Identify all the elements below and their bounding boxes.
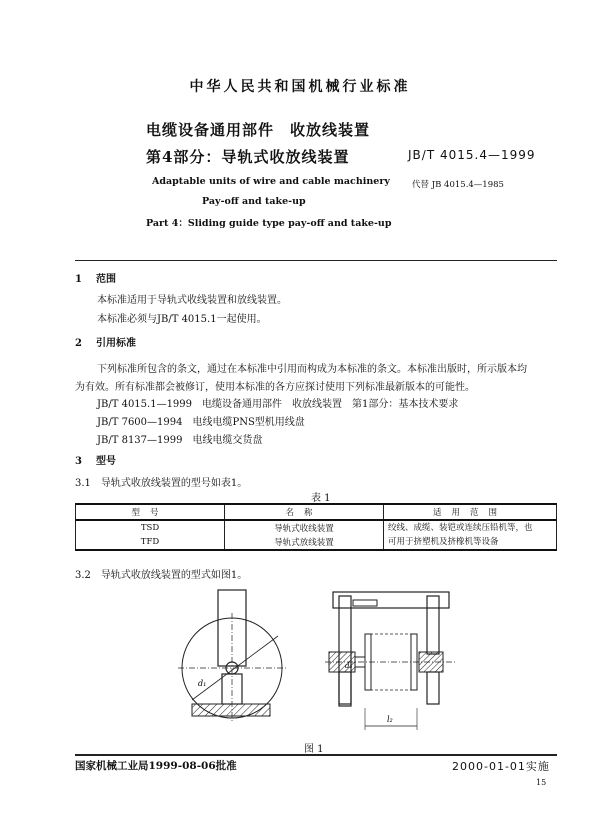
- page-number: 15: [536, 778, 547, 787]
- title-line-2: 第4部分：导轨式收放线装置: [146, 148, 350, 166]
- reference-item: JB/T 8137—1999 电线电缆交货盘: [97, 435, 263, 446]
- footer-divider: [75, 754, 557, 756]
- cell-scope: [384, 520, 557, 550]
- rail-slider: [353, 600, 377, 606]
- column-header-model: 型号: [76, 504, 225, 520]
- figure-1-side-view: [170, 588, 300, 728]
- section-1-paragraph: 本标准必须与JB/T 4015.1一起使用。: [97, 314, 267, 325]
- title-line-1: 电缆设备通用部件 收放线装置: [146, 121, 371, 139]
- right-leg: [427, 672, 439, 704]
- title-divider: [75, 260, 557, 261]
- table-header-row: [76, 504, 557, 520]
- clause-3-1: 3.1 导轨式收放线装置的型号如表1。: [75, 478, 248, 489]
- base-plate: [192, 704, 270, 716]
- section-3-heading: [75, 452, 116, 467]
- left-leg: [339, 672, 351, 704]
- section-1-heading: [75, 270, 116, 285]
- right-spindle-head: [419, 652, 443, 672]
- section-2-number: 2: [75, 338, 82, 349]
- reference-item: JB/T 7600—1994 电线电缆PNS型机用线盘: [97, 417, 305, 428]
- section-3-title: 型号: [95, 456, 116, 467]
- right-column: [427, 596, 439, 654]
- approval-date: 国家机械工业局1999-08-06批准: [75, 760, 237, 772]
- english-title-line-2: Pay-off and take-up: [202, 196, 306, 207]
- section-1-number: 1: [75, 274, 82, 285]
- column-header-scope: 适用范围: [384, 504, 557, 520]
- cell-name: 导轨式收线装置: [225, 520, 384, 535]
- label-d1: d₁: [198, 679, 207, 688]
- cell-model: TFD: [76, 535, 225, 550]
- table-1: [75, 503, 557, 551]
- section-1-paragraph: 本标准适用于导轨式收线装置和放线装置。: [97, 295, 287, 306]
- table-1-caption: 表 1: [311, 493, 331, 504]
- figure-1-front-view: [315, 588, 465, 738]
- reference-item: JB/T 4015.1—1999 电缆设备通用部件 收放线装置 第1部分：基本技术要求: [97, 399, 459, 410]
- replaces-note: 代替 JB 4015.4—1985: [412, 180, 504, 190]
- cell-name: 导轨式放线装置: [225, 535, 384, 550]
- label-l2: l₂: [387, 715, 393, 724]
- scope-line-1: 绞线、成缆、装铠或连续压铅机等，也: [388, 523, 533, 533]
- section-1-title: 范围: [95, 274, 116, 285]
- standard-code: JB/T 4015.4—1999: [408, 148, 536, 162]
- section-2-paragraph-line-2: 为有效。所有标准都会被修订，使用本标准的各方应探讨使用下列标准最新版本的可能性。: [75, 382, 475, 393]
- english-title-line-3: Part 4：Sliding guide type pay-off and take-up: [146, 218, 392, 229]
- section-3-number: 3: [75, 456, 82, 467]
- cell-model: TSD: [76, 520, 225, 535]
- table-row: [76, 520, 557, 535]
- support-post: [222, 674, 242, 704]
- label-d2: d₂: [345, 662, 353, 670]
- left-column: [339, 596, 351, 706]
- effective-date: 2000-01-01实施: [452, 760, 550, 773]
- document-header: 中华人民共和国机械行业标准: [189, 79, 411, 95]
- scope-line-2: 可用于挤塑机及挤橡机等设备: [388, 537, 499, 547]
- section-2-title: 引用标准: [95, 338, 136, 349]
- english-title-line-1: Adaptable units of wire and cable machinery: [152, 176, 390, 187]
- clause-3-2: 3.2 导轨式收放线装置的型式如图1。: [75, 570, 248, 581]
- section-2-paragraph-line-1: 下列标准所包含的条文，通过在本标准中引用而构成为本标准的条文。本标准出版时，所示版本均: [97, 364, 527, 375]
- top-rail: [333, 592, 449, 608]
- column-header-name: 名称: [225, 504, 384, 520]
- section-2-heading: [75, 334, 136, 349]
- figure-1-caption: 图 1: [304, 744, 324, 755]
